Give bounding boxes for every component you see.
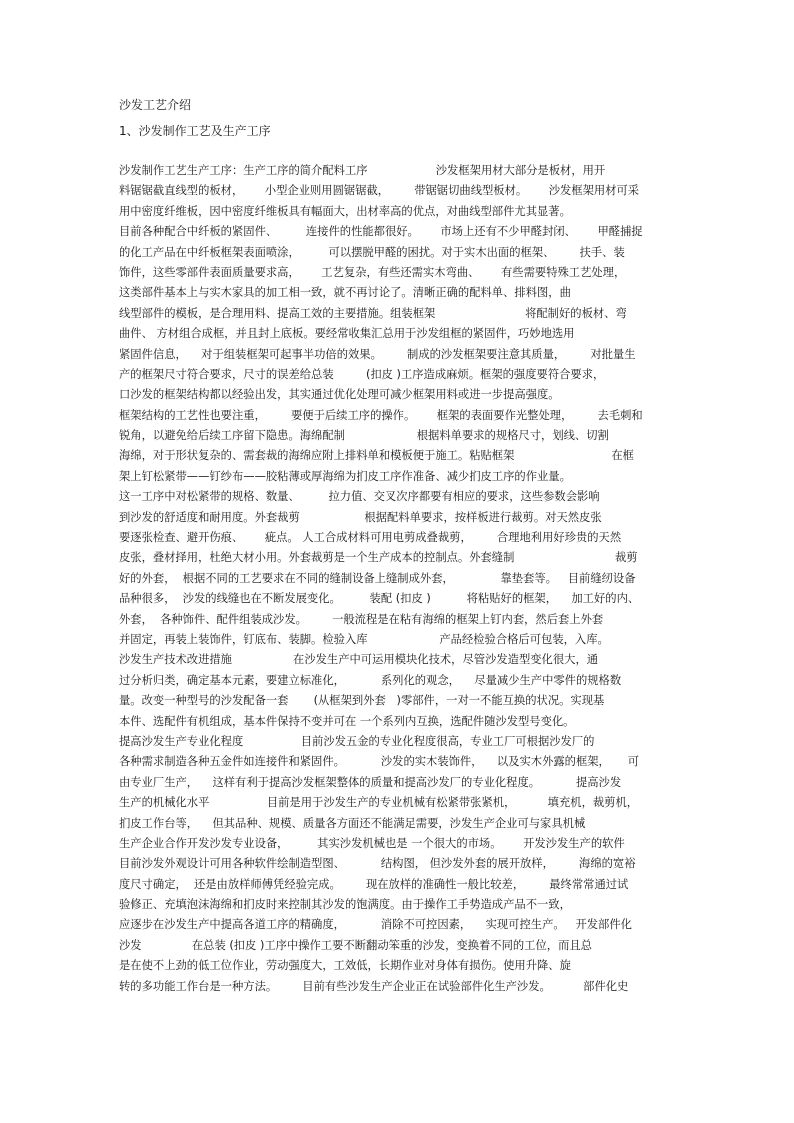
text-line: 用中密度纤维板，因中密度纤维板具有幅面大，出材率高的优点，对曲线型部件尤其显著。 (119, 204, 571, 218)
text-line: 饰件，这些零部件表面质量要求高， 工艺复杂，有些还需实木弯曲、 有些需要特殊工艺处理， (119, 265, 626, 279)
text-line: 要逐张检查、避开伤痕、 疵点。 人工合成材料可用电剪成叠裁剪， 合理地利用好珍贵的天然 (119, 531, 622, 545)
text-line: 框架结构的工艺性也要注重， 要便于后续工序的操作。 框架的表面要作光整处理， 去毛刺和 (119, 408, 643, 422)
text-line: 沙发 在总装 (扣皮 )工序中操作工要不断翻动笨重的沙发，变换着不同的工位，而且总 (119, 938, 592, 952)
text-line: 验修正、充填泡沫海绵和扪皮时来控制其沙发的饱满度。由于操作工手势造成产品不一致， (119, 898, 571, 912)
text-line: 生产企业合作开发沙发专业设备， 其实沙发机械也是 一个很大的市场。 开发沙发生产的软件 (119, 836, 625, 850)
text-line: 料锯锯截直线型的板材， 小型企业则用圆锯锯截， 带锯锯切曲线型板材。 沙发框架用材可采 (119, 184, 640, 198)
text-line: 过分析归类，确定基本元素，要建立标准化， 系列化的观念， 尽量减少生产中零件的规格数 (119, 673, 622, 687)
text-line: 曲件、 方材组合成框，并且封上底板。要经常收集汇总用于沙发组框的紧固件，巧妙地选用 (119, 327, 575, 341)
text-line: 海绵，对于形状复杂的、需套裁的海绵应附上排料单和模板便于施工。粘贴框架 在框 (119, 449, 634, 463)
text-line: 这一工序中对松紧带的规格、数量、 拉力值、交叉次序都要有相应的要求，这些参数会影响 (119, 490, 600, 504)
text-line: 这类部件基本上与实木家具的加工相一致，就不再讨论了。清晰正确的配料单、排料图，曲 (119, 286, 571, 300)
text-line: 外套， 各种饰件、配件组装成沙发。 一般流程是在粘有海绵的框架上钉内套，然后套上外套 (119, 612, 604, 626)
text-line: 的化工产品在中纤板框架表面喷涂， 可以摆脱甲醛的困扰。对于实木出面的框架、 扶手、装 (119, 245, 625, 259)
text-line: 沙发制作工艺生产工序：生产工序的简介配料工序 沙发框架用材大部分是板材，用开 (119, 164, 606, 177)
text-line: 扪皮工作台等， 但其品种、规模、质量各方面还不能满足需要，沙发生产企业可与家具机械 (119, 816, 586, 830)
text-line: 量。改变一种型号的沙发配备一套 (从框架到外套 )零部件，一对一不能互换的状况。实现基 (119, 694, 605, 708)
text-line: 是在使不上劲的低工位作业，劳动强度大，工效低，长期作业对身体有损伤。使用升降、旋 (119, 959, 571, 973)
text-line: 并固定，再装上装饰件，钉底布、装脚。检验入库 产品经检验合格后可包装，入库。 (119, 632, 609, 646)
text-line: 目前各种配合中纤板的紧固件、 连接件的性能都很好。 市场上还有不少甲醛封闭、 甲醛捕捉 (119, 225, 643, 239)
text-line: 度尺寸确定， 还是由放样师傅凭经验完成。 现在放样的准确性一般比较差， 最终常常通过试 (119, 877, 629, 891)
document-title: 沙发工艺介绍 (119, 98, 192, 112)
text-line: 锐角，以避免给后续工序留下隐患。海绵配制 根据料单要求的规格尺寸，划线、切割 (119, 429, 609, 443)
text-line: 目前沙发外观设计可用各种软件绘制造型图、 结构图， 但沙发外套的展开放样， 海绵的宽裕 (119, 857, 636, 871)
text-line: 紧固件信息， 对于组装框架可起事半功倍的效果。 制成的沙发框架要注意其质量， 对批量生 (119, 347, 636, 361)
text-line: 转的多功能工作台是一种方法。 目前有些沙发生产企业正在试验部件化生产沙发。 部件化史 (119, 979, 629, 993)
section-heading: 1、沙发制作工艺及生产工序 (119, 124, 271, 138)
text-line: 提高沙发生产专业化程度 目前沙发五金的专业化程度很高，专业工厂可根据沙发厂的 (119, 734, 595, 748)
text-line: 产的框架尺寸符合要求，尺寸的误差给总装 (扣皮 )工序造成麻烦。框架的强度要符合要求， (119, 367, 605, 381)
text-line: 由专业厂生产， 这样有利于提高沙发框架整体的质量和提高沙发厂的专业化程度。 提高沙发 (119, 775, 622, 789)
text-line: 生产的机械化水平 目前是用于沙发生产的专业机械有松紧带张紧机， 填充机，裁剪机， (119, 796, 639, 810)
body-text (119, 161, 679, 997)
text-line: 沙发生产技术改进措施 在沙发生产中可运用模块化技术，尽管沙发造型变化很大，通 (119, 653, 599, 667)
text-line: 品种很多， 沙发的线缝也在不断发展变化。 装配 (扣皮 ) 将粘贴好的框架， 加工好的内、 (119, 592, 640, 606)
text-line: 线型部件的模板，是合理用料、提高工效的主要措施。组装框架 将配制好的板材、弯 (119, 306, 627, 320)
text-line: 到沙发的舒适度和耐用度。外套裁剪 根据配料单要求，按样板进行裁剪。对天然皮张 (119, 510, 602, 524)
text-line: 口沙发的框架结构都以经验出发，其实通过优化处理可减少框架用料或进一步提高强度。 (119, 388, 560, 402)
text-line: 本件、选配件有机组成，基本件保持不变并可在 一个系列内互换，选配件随沙发型号变化。 (119, 714, 575, 728)
text-line: 好的外套， 根据不同的工艺要求在不同的缝制设备上缝制成外套， 靠垫套等。 目前缝纫设备 (119, 571, 636, 585)
text-line: 应逐步在沙发生产中提高各道工序的精确度， 消除不可控因素， 实现可控生产。 开发部件化 (119, 918, 632, 932)
text-line: 架上钉松紧带——钉纱布——胶粘薄或厚海绵为扪皮工序作准备、减少扪皮工序的作业量。 (119, 469, 571, 483)
text-line: 各种需求制造各种五金件如连接件和紧固件。 沙发的实木装饰件， 以及实木外露的框架， 可 (119, 755, 640, 769)
text-line: 皮张，叠材择用，杜绝大材小用。外套裁剪是一个生产成本的控制点。外套缝制 裁剪 (119, 551, 638, 565)
